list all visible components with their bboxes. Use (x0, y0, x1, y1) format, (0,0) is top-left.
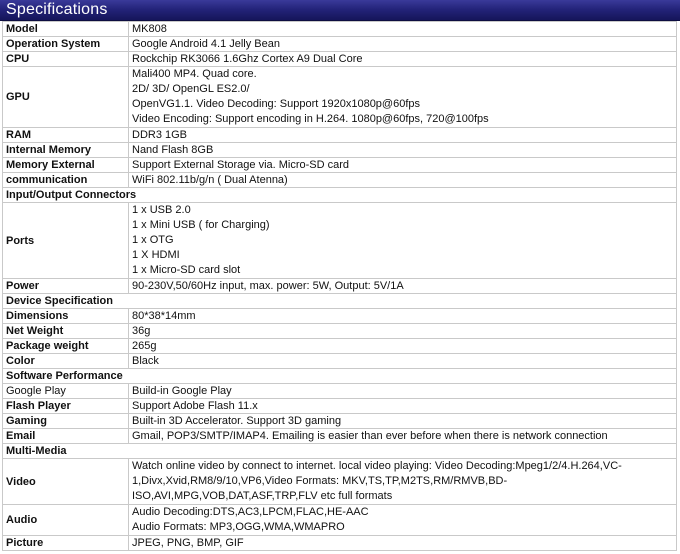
spec-value-line: 1,Divx,Xvid,RM8/9/10,VP6,Video Formats: MKV,TS,TP,M2TS,RM/RMVB,BD- (132, 475, 508, 487)
spec-row (3, 339, 677, 354)
spec-label: Color (3, 354, 129, 369)
specifications-table (2, 21, 677, 551)
spec-row (3, 536, 677, 551)
section-row (3, 369, 677, 384)
spec-value-line: Audio Decoding:DTS,AC3,LPCM,FLAC,HE-AAC (132, 506, 369, 518)
page-title: Specifications (6, 1, 108, 18)
spec-label: Power (3, 279, 129, 294)
spec-label: GPU (3, 67, 129, 128)
spec-value-line: Audio Formats: MP3,OGG,WMA,WMAPRO (132, 521, 345, 533)
spec-row (3, 128, 677, 143)
section-heading: Multi-Media (3, 444, 677, 459)
spec-label: Video (3, 459, 129, 505)
spec-label: Flash Player (3, 399, 129, 414)
spec-row (3, 459, 677, 505)
spec-label: Gaming (3, 414, 129, 429)
section-heading: Software Performance (3, 369, 677, 384)
section-row (3, 444, 677, 459)
spec-label: RAM (3, 128, 129, 143)
spec-label: Ports (3, 203, 129, 279)
spec-row (3, 173, 677, 188)
spec-row (3, 429, 677, 444)
spec-value: Rockchip RK3066 1.6Ghz Cortex A9 Dual Core (129, 52, 677, 67)
spec-row (3, 324, 677, 339)
spec-row (3, 158, 677, 173)
spec-row (3, 384, 677, 399)
spec-row (3, 354, 677, 369)
spec-value: Gmail, POP3/SMTP/IMAP4. Emailing is easier than ever before when there is network connection (129, 429, 677, 444)
spec-value: Support Adobe Flash 11.x (129, 399, 677, 414)
spec-row (3, 67, 677, 128)
spec-label: Net Weight (3, 324, 129, 339)
section-heading: Device Specification (3, 294, 677, 309)
spec-value (129, 459, 677, 505)
spec-value: MK808 (129, 22, 677, 37)
spec-row (3, 203, 677, 279)
specifications-header (0, 0, 680, 21)
spec-value: Black (129, 354, 677, 369)
spec-row (3, 505, 677, 536)
spec-value-line: 1 x USB 2.0 (132, 204, 191, 216)
spec-value: 265g (129, 339, 677, 354)
spec-row (3, 143, 677, 158)
spec-value: DDR3 1GB (129, 128, 677, 143)
spec-value-line: 2D/ 3D/ OpenGL ES2.0/ (132, 83, 250, 95)
spec-row (3, 22, 677, 37)
section-row (3, 294, 677, 309)
spec-label: Picture (3, 536, 129, 551)
spec-value: 80*38*14mm (129, 309, 677, 324)
spec-row (3, 309, 677, 324)
specifications-table-body (3, 22, 677, 551)
spec-row (3, 279, 677, 294)
spec-value: 36g (129, 324, 677, 339)
spec-value: JPEG, PNG, BMP, GIF (129, 536, 677, 551)
spec-value-line: OpenVG1.1. Video Decoding: Support 1920x1080p@60fps (132, 98, 421, 110)
spec-value: 90-230V,50/60Hz input, max. power: 5W, Output: 5V/1A (129, 279, 677, 294)
spec-value-line: Mali400 MP4. Quad core. (132, 68, 257, 80)
spec-label: Package weight (3, 339, 129, 354)
spec-value-line: Watch online video by connect to internet. local video playing: Video Decoding:Mpeg1/2/4.H.264,VC- (132, 460, 622, 472)
spec-label: Operation System (3, 37, 129, 52)
spec-label: Model (3, 22, 129, 37)
spec-row (3, 414, 677, 429)
spec-value: Google Android 4.1 Jelly Bean (129, 37, 677, 52)
spec-label: communication (3, 173, 129, 188)
spec-value-line: Video Encoding: Support encoding in H.264. 1080p@60fps, 720@100fps (132, 113, 489, 125)
spec-row (3, 399, 677, 414)
section-row (3, 188, 677, 203)
spec-value (129, 203, 677, 279)
section-heading: Input/Output Connectors (3, 188, 677, 203)
spec-value (129, 67, 677, 128)
spec-label: Dimensions (3, 309, 129, 324)
spec-label: Internal Memory (3, 143, 129, 158)
spec-value: WiFi 802.11b/g/n ( Dual Atenna) (129, 173, 677, 188)
spec-value: Build-in Google Play (129, 384, 677, 399)
spec-value: Built-in 3D Accelerator. Support 3D gaming (129, 414, 677, 429)
spec-value: Support External Storage via. Micro-SD card (129, 158, 677, 173)
spec-value-line: 1 X HDMI (132, 249, 180, 261)
spec-row (3, 52, 677, 67)
spec-value-line: 1 x Mini USB ( for Charging) (132, 219, 270, 231)
spec-label: Google Play (3, 384, 129, 399)
spec-label: Audio (3, 505, 129, 536)
spec-label: Email (3, 429, 129, 444)
spec-label: CPU (3, 52, 129, 67)
spec-value: Nand Flash 8GB (129, 143, 677, 158)
spec-value (129, 505, 677, 536)
spec-value-line: ISO,AVI,MPG,VOB,DAT,ASF,TRP,FLV etc full formats (132, 490, 393, 502)
spec-value-line: 1 x Micro-SD card slot (132, 264, 241, 276)
spec-value-line: 1 x OTG (132, 234, 174, 246)
spec-row (3, 37, 677, 52)
spec-label: Memory External (3, 158, 129, 173)
